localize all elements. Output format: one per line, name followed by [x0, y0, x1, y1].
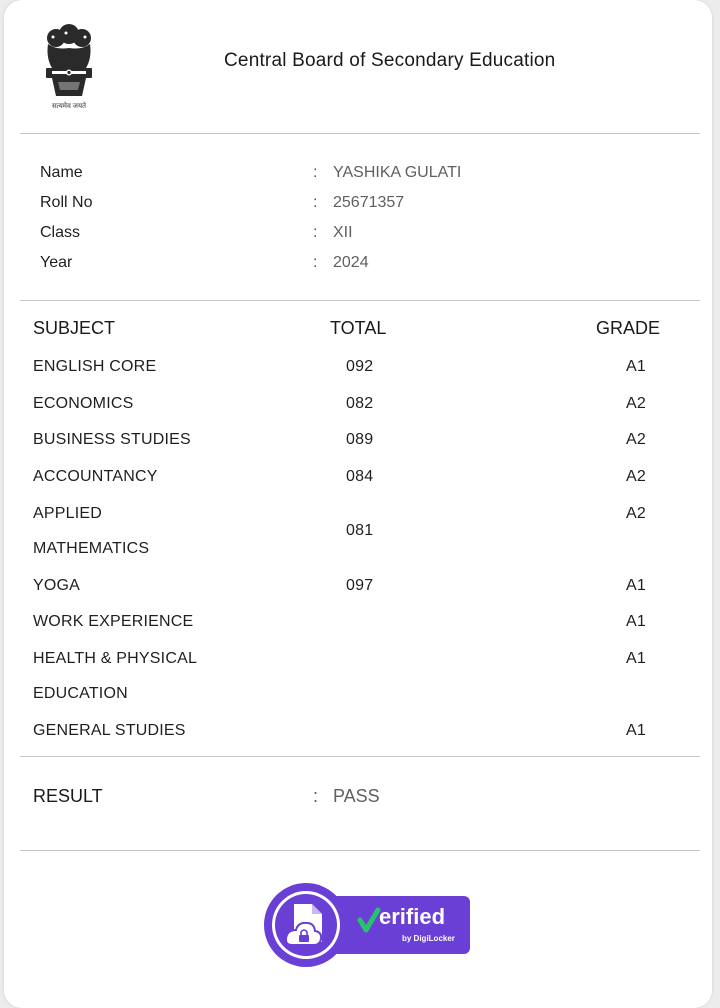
roll-no-label: Roll No	[40, 194, 93, 211]
badge-main-text: erified	[379, 904, 446, 929]
result-label: RESULT	[33, 786, 103, 806]
grade-cell: A1	[626, 577, 646, 594]
grade-header: GRADE	[596, 318, 661, 338]
result-separator: :	[313, 786, 319, 806]
grade-cell: A1	[626, 722, 646, 739]
subject-cell: BUSINESS STUDIES	[33, 431, 191, 448]
class-separator: :	[313, 224, 318, 241]
digilocker-verified-badge	[264, 882, 472, 968]
result-divider	[20, 850, 700, 851]
subject-cell-continued: EDUCATION	[33, 685, 128, 702]
grade-cell: A2	[626, 505, 646, 522]
subject-cell: ENGLISH CORE	[33, 358, 157, 375]
header-divider	[20, 133, 700, 134]
subject-cell-continued: MATHEMATICS	[33, 540, 150, 557]
marks-divider	[20, 756, 700, 757]
total-cell: 097	[346, 577, 374, 594]
name-label: Name	[40, 164, 83, 181]
year-value: 2024	[333, 254, 369, 271]
badge-sub-text: by DigiLocker	[402, 934, 455, 943]
subject-cell: APPLIED	[33, 505, 102, 522]
emblem-motto: सत्यमेव जयते	[51, 103, 87, 110]
roll-no-separator: :	[313, 194, 318, 211]
total-cell: 089	[346, 431, 374, 448]
subject-cell: YOGA	[33, 577, 81, 594]
grade-cell: A2	[626, 431, 646, 448]
grade-cell: A1	[626, 613, 646, 630]
total-cell: 092	[346, 358, 374, 375]
class-value: XII	[333, 224, 353, 241]
name-value: YASHIKA GULATI	[333, 164, 462, 181]
subject-cell: HEALTH & PHYSICAL	[33, 650, 198, 667]
subject-cell: ACCOUNTANCY	[33, 468, 158, 485]
year-label: Year	[40, 254, 73, 271]
marksheet-card	[4, 0, 712, 1008]
national-emblem-icon	[38, 24, 100, 110]
grade-cell: A1	[626, 358, 646, 375]
total-cell: 084	[346, 468, 374, 485]
details-divider	[20, 300, 700, 301]
result-value: PASS	[333, 786, 380, 806]
total-cell: 082	[346, 395, 374, 412]
total-header: TOTAL	[330, 318, 387, 338]
year-separator: :	[313, 254, 318, 271]
subject-cell: WORK EXPERIENCE	[33, 613, 194, 630]
subject-cell: ECONOMICS	[33, 395, 134, 412]
class-label: Class	[40, 224, 81, 241]
roll-no-value: 25671357	[333, 194, 405, 211]
name-separator: :	[313, 164, 318, 181]
grade-cell: A2	[626, 395, 646, 412]
total-cell: 081	[346, 522, 374, 539]
grade-cell: A1	[626, 650, 646, 667]
subject-cell: GENERAL STUDIES	[33, 722, 186, 739]
subject-header: SUBJECT	[33, 318, 116, 338]
board-title: Central Board of Secondary Education	[224, 50, 556, 71]
grade-cell: A2	[626, 468, 646, 485]
